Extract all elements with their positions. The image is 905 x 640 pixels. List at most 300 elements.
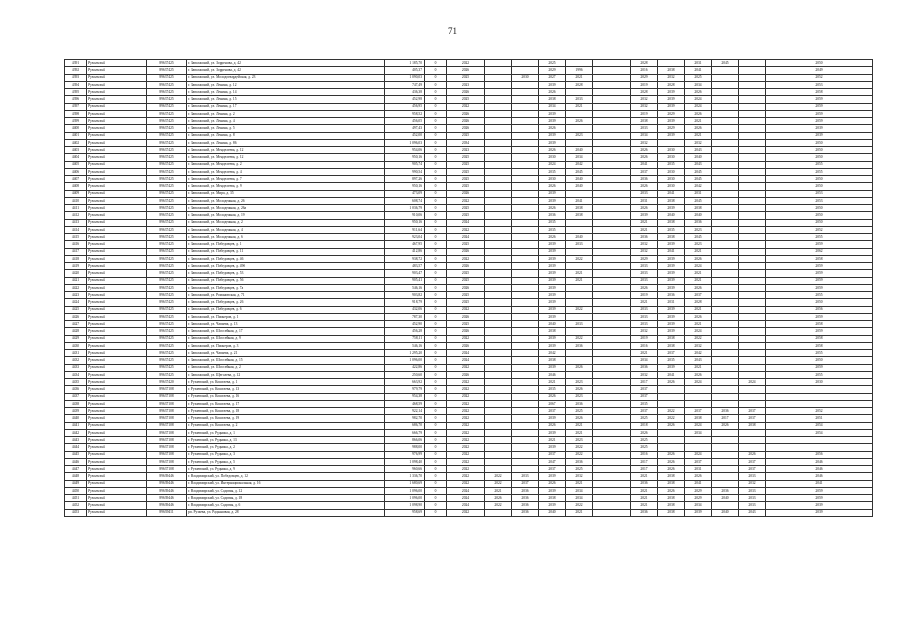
- table-row: [65, 487, 873, 494]
- table-cell: Рузаевский: [87, 284, 147, 291]
- table-cell: 2038: [658, 473, 685, 480]
- table-cell: [685, 393, 712, 400]
- table-cell: [512, 212, 539, 219]
- table-cell: 1 090,03: [385, 74, 425, 81]
- table-cell: 2029: [685, 495, 712, 502]
- table-cell: 0: [425, 197, 447, 204]
- table-cell: [512, 371, 539, 378]
- table-row: [65, 219, 873, 226]
- table-cell: [512, 103, 539, 110]
- table-cell: 2036: [512, 487, 539, 494]
- table-cell: [512, 248, 539, 255]
- table-cell: 2017: [712, 415, 739, 422]
- table-cell: [593, 357, 631, 364]
- table-cell: г. Заволжский, ул. Шоссейная, д. 2: [187, 364, 385, 371]
- table-cell: 2040: [566, 234, 593, 241]
- table-cell: [593, 429, 631, 436]
- table-cell: Рузаевский: [87, 67, 147, 74]
- table-cell: 2038: [658, 197, 685, 204]
- table-cell: 2030: [539, 176, 566, 183]
- table-cell: 497,43: [385, 125, 425, 132]
- table-cell: [566, 263, 593, 270]
- table-cell: 4402: [65, 139, 87, 146]
- table-cell: [485, 81, 512, 88]
- table-cell: 1 295,20: [385, 350, 425, 357]
- table-cell: 2039: [658, 364, 685, 371]
- table-cell: 456,05: [385, 118, 425, 125]
- table-cell: [512, 125, 539, 132]
- table-cell: [485, 205, 512, 212]
- table-cell: 2026: [447, 263, 485, 270]
- table-cell: 2026: [447, 284, 485, 291]
- table-cell: 2042: [539, 350, 566, 357]
- table-cell: Рузаевский: [87, 118, 147, 125]
- table-row: [65, 103, 873, 110]
- table-cell: 4393: [65, 74, 87, 81]
- table-cell: 405,37: [385, 67, 425, 74]
- table-row: [65, 429, 873, 436]
- table-cell: г. Заволжский, ул. Пионеров, д. 1: [187, 313, 385, 320]
- table-cell: [593, 263, 631, 270]
- table-cell: [485, 212, 512, 219]
- table-cell: [712, 168, 739, 175]
- table-cell: 958,52: [385, 110, 425, 117]
- table-cell: [485, 125, 512, 132]
- table-cell: 4403: [65, 147, 87, 154]
- table-cell: 0: [425, 415, 447, 422]
- table-cell: [712, 139, 739, 146]
- table-cell: 2039: [539, 81, 566, 88]
- table-cell: [739, 60, 766, 67]
- table-cell: [512, 335, 539, 342]
- table-cell: г. Заволжский, ул. Молодежная, д. 2: [187, 219, 385, 226]
- table-cell: 2025: [447, 241, 485, 248]
- table-cell: 2017: [631, 466, 658, 473]
- table-cell: [512, 168, 539, 175]
- table-cell: 950,16: [385, 154, 425, 161]
- table-cell: 2041: [685, 67, 712, 74]
- table-cell: 2027: [539, 74, 566, 81]
- table-cell: [566, 60, 593, 67]
- table-cell: 2038: [566, 212, 593, 219]
- table-cell: Рузаевский: [87, 197, 147, 204]
- table-cell: 2022: [447, 379, 485, 386]
- table-cell: [512, 415, 539, 422]
- table-cell: [593, 408, 631, 415]
- table-cell: [512, 429, 539, 436]
- table-cell: 2024: [685, 328, 712, 335]
- table-cell: 2038: [658, 342, 685, 349]
- table-cell: 2039: [658, 270, 685, 277]
- table-cell: 4450: [65, 487, 87, 494]
- table-cell: 4412: [65, 212, 87, 219]
- table-cell: [712, 255, 739, 262]
- table-row: [65, 437, 873, 444]
- table-cell: 2043: [685, 161, 712, 168]
- table-cell: 1 096,00: [385, 495, 425, 502]
- table-cell: г. Рузаевский, ул. Кошелева, д. 19: [187, 415, 385, 422]
- table-cell: 0: [425, 176, 447, 183]
- table-cell: 2025: [447, 183, 485, 190]
- table-cell: 2021: [631, 219, 658, 226]
- table-cell: 2022: [447, 415, 485, 422]
- table-cell: 2039: [658, 96, 685, 103]
- table-cell: 2017: [631, 458, 658, 465]
- table-cell: [712, 400, 739, 407]
- table-cell: 4446: [65, 458, 87, 465]
- table-cell: 2039: [658, 103, 685, 110]
- table-cell: [485, 161, 512, 168]
- table-cell: 2034: [631, 132, 658, 139]
- table-cell: 4438: [65, 400, 87, 407]
- table-cell: 2026: [485, 495, 512, 502]
- table-cell: 938,72: [385, 255, 425, 262]
- table-cell: [485, 451, 512, 458]
- table-cell: Рузаевский: [87, 429, 147, 436]
- table-cell: 903,82: [385, 292, 425, 299]
- table-cell: [712, 371, 739, 378]
- table-cell: [485, 168, 512, 175]
- table-cell: г. Заволжский, ул. Менделеева, д. 9: [187, 183, 385, 190]
- table-cell: 89637425: [147, 96, 187, 103]
- table-cell: 954,38: [385, 393, 425, 400]
- table-cell: [512, 350, 539, 357]
- table-row: [65, 350, 873, 357]
- table-cell: 2036: [566, 458, 593, 465]
- table-cell: 4404: [65, 154, 87, 161]
- table-cell: 2049: [766, 67, 873, 74]
- table-cell: 0: [425, 422, 447, 429]
- table-cell: [712, 299, 739, 306]
- table-cell: Рузаевский: [87, 458, 147, 465]
- table-cell: 2039: [539, 292, 566, 299]
- table-cell: 2050: [766, 212, 873, 219]
- table-cell: 0: [425, 248, 447, 255]
- table-cell: 2023: [447, 147, 485, 154]
- table-cell: [658, 429, 685, 436]
- table-cell: [512, 458, 539, 465]
- table-cell: 2022: [447, 335, 485, 342]
- table-cell: 2022: [447, 473, 485, 480]
- table-cell: 1 036,79: [385, 205, 425, 212]
- table-cell: 4453: [65, 509, 87, 516]
- table-cell: [485, 183, 512, 190]
- table-cell: 2023: [566, 132, 593, 139]
- table-cell: 2039: [539, 139, 566, 146]
- table-cell: [593, 444, 631, 451]
- table-cell: 89637108: [147, 415, 187, 422]
- table-cell: [739, 429, 766, 436]
- table-row: [65, 444, 873, 451]
- table-cell: 2039: [631, 212, 658, 219]
- table-cell: 452,90: [385, 321, 425, 328]
- table-cell: 412,86: [385, 248, 425, 255]
- table-cell: Рузаевский: [87, 241, 147, 248]
- table-cell: 2022: [447, 226, 485, 233]
- table-cell: 2051: [766, 415, 873, 422]
- table-cell: 89637425: [147, 226, 187, 233]
- table-cell: 2039: [539, 255, 566, 262]
- table-cell: [712, 147, 739, 154]
- table-cell: г. Заволжский, ул. Победовцев, д. 49б: [187, 263, 385, 270]
- table-cell: 2025: [631, 444, 658, 451]
- table-cell: 2039: [539, 429, 566, 436]
- table-cell: г. Рузаевский, ул. Кошелева, д. 17: [187, 400, 385, 407]
- table-cell: [658, 400, 685, 407]
- table-row: [65, 147, 873, 154]
- table-cell: [739, 255, 766, 262]
- table-cell: 2042: [685, 350, 712, 357]
- table-cell: [512, 183, 539, 190]
- table-cell: 2023: [685, 226, 712, 233]
- table-cell: [485, 277, 512, 284]
- table-cell: 910,06: [385, 212, 425, 219]
- table-cell: 2040: [658, 212, 685, 219]
- table-cell: 2059: [766, 364, 873, 371]
- table-cell: 2026: [539, 125, 566, 132]
- table-cell: 2021: [631, 299, 658, 306]
- table-cell: 0: [425, 313, 447, 320]
- table-cell: 0: [425, 400, 447, 407]
- table-cell: 0: [425, 241, 447, 248]
- table-cell: [739, 263, 766, 270]
- table-cell: 2022: [447, 451, 485, 458]
- table-cell: Рузаевский: [87, 168, 147, 175]
- table-cell: 2041: [658, 190, 685, 197]
- table-cell: 2042: [685, 183, 712, 190]
- table-cell: 2025: [447, 74, 485, 81]
- table-cell: 2022: [447, 400, 485, 407]
- table-cell: [593, 81, 631, 88]
- table-cell: [593, 248, 631, 255]
- table-cell: 2022: [658, 408, 685, 415]
- table-cell: 473,09: [385, 190, 425, 197]
- table-cell: 2035: [631, 400, 658, 407]
- table-cell: 4417: [65, 248, 87, 255]
- table-cell: 2037: [539, 408, 566, 415]
- table-cell: 0: [425, 89, 447, 96]
- table-cell: г. Заволжский, ул. Зорренова, д. 42: [187, 67, 385, 74]
- table-cell: [512, 118, 539, 125]
- table-cell: [485, 299, 512, 306]
- table-cell: [739, 299, 766, 306]
- table-cell: 2055: [766, 234, 873, 241]
- table-cell: [593, 270, 631, 277]
- table-cell: 2059: [766, 313, 873, 320]
- table-cell: [512, 422, 539, 429]
- table-cell: 89637108: [147, 458, 187, 465]
- table-cell: 2026: [447, 248, 485, 255]
- table-cell: 4392: [65, 67, 87, 74]
- table-row: [65, 60, 873, 67]
- table-cell: 2034: [685, 502, 712, 509]
- table-cell: Рузаевский: [87, 487, 147, 494]
- table-cell: Рузаевский: [87, 132, 147, 139]
- table-cell: 89637425: [147, 335, 187, 342]
- table-cell: 2050: [766, 139, 873, 146]
- table-cell: [485, 147, 512, 154]
- table-cell: [485, 226, 512, 233]
- table-cell: [593, 422, 631, 429]
- table-cell: [593, 480, 631, 487]
- table-cell: 2035: [658, 357, 685, 364]
- table-cell: 2026: [631, 205, 658, 212]
- table-cell: [739, 364, 766, 371]
- table-cell: 2025: [447, 321, 485, 328]
- table-cell: г. Рузаевский, ул. Рудника, д. 3: [187, 451, 385, 458]
- table-cell: [485, 335, 512, 342]
- table-cell: [593, 197, 631, 204]
- table-cell: 2030: [658, 176, 685, 183]
- table-cell: [766, 386, 873, 393]
- table-cell: 4436: [65, 386, 87, 393]
- table-cell: 0: [425, 168, 447, 175]
- table-cell: 2059: [766, 495, 873, 502]
- table-cell: 2038: [539, 357, 566, 364]
- table-cell: 89637425: [147, 219, 187, 226]
- table-cell: 89637425: [147, 89, 187, 96]
- table-cell: 2025: [631, 415, 658, 422]
- table-cell: 2050: [766, 147, 873, 154]
- table-cell: 0: [425, 393, 447, 400]
- table-cell: 2036: [512, 502, 539, 509]
- table-cell: 2041: [658, 371, 685, 378]
- table-cell: 2029: [658, 125, 685, 132]
- table-cell: Рузаевский: [87, 422, 147, 429]
- table-row: [65, 263, 873, 270]
- table-cell: г. Заволжский, ул. Победовцев, д. 26: [187, 299, 385, 306]
- table-cell: 2033: [631, 313, 658, 320]
- table-cell: 2022: [566, 335, 593, 342]
- table-cell: Рузаевский: [87, 415, 147, 422]
- table-cell: 2037: [631, 393, 658, 400]
- table-cell: [593, 190, 631, 197]
- table-cell: [566, 284, 593, 291]
- table-cell: г. Заволжский, ул. Молодежная, д. 19: [187, 212, 385, 219]
- table-cell: 2030: [658, 154, 685, 161]
- table-cell: 0: [425, 255, 447, 262]
- table-cell: 4447: [65, 466, 87, 473]
- table-cell: [566, 226, 593, 233]
- table-cell: 2022: [447, 422, 485, 429]
- table-cell: г. Заволжский, ул. Победовцев, д. 1: [187, 241, 385, 248]
- table-cell: [512, 328, 539, 335]
- table-cell: [512, 176, 539, 183]
- table-cell: 2058: [766, 255, 873, 262]
- table-cell: 2034: [566, 495, 593, 502]
- table-cell: [712, 350, 739, 357]
- table-cell: 4432: [65, 357, 87, 364]
- table-cell: 663,92: [385, 379, 425, 386]
- table-cell: 0: [425, 321, 447, 328]
- table-cell: [485, 255, 512, 262]
- table-cell: Рузаевский: [87, 495, 147, 502]
- table-cell: [485, 379, 512, 386]
- table-cell: 0: [425, 444, 447, 451]
- table-cell: 546,16: [385, 284, 425, 291]
- table-cell: [739, 190, 766, 197]
- table-cell: 2034: [566, 154, 593, 161]
- table-cell: [739, 371, 766, 378]
- houses-table: [64, 59, 873, 517]
- table-cell: 2059: [766, 118, 873, 125]
- table-cell: 4437: [65, 393, 87, 400]
- table-cell: [485, 371, 512, 378]
- table-cell: 2039: [766, 509, 873, 516]
- table-cell: 2039: [658, 263, 685, 270]
- table-cell: 89637425: [147, 110, 187, 117]
- table-cell: 2022: [447, 393, 485, 400]
- table-cell: 4399: [65, 118, 87, 125]
- table-cell: 2032: [631, 96, 658, 103]
- table-row: [65, 125, 873, 132]
- table-cell: 2026: [658, 458, 685, 465]
- table-cell: 0: [425, 226, 447, 233]
- table-cell: [739, 357, 766, 364]
- table-cell: Рузаевский: [87, 139, 147, 146]
- table-cell: 4395: [65, 89, 87, 96]
- table-cell: [512, 110, 539, 117]
- table-cell: 2026: [539, 422, 566, 429]
- table-cell: [712, 306, 739, 313]
- table-row: [65, 270, 873, 277]
- table-cell: 2052: [766, 408, 873, 415]
- table-cell: Рузаевский: [87, 379, 147, 386]
- table-cell: 2021: [631, 495, 658, 502]
- table-cell: 89637425: [147, 168, 187, 175]
- table-cell: 2059: [766, 277, 873, 284]
- table-cell: 2021: [566, 480, 593, 487]
- table-cell: 2026: [447, 313, 485, 320]
- table-cell: 4439: [65, 408, 87, 415]
- table-cell: 2039: [658, 321, 685, 328]
- table-cell: [485, 328, 512, 335]
- table-cell: [685, 400, 712, 407]
- table-cell: [512, 161, 539, 168]
- table-cell: 4420: [65, 270, 87, 277]
- table-row: [65, 364, 873, 371]
- table-cell: г. Заволжский, ул. Менделеева, д. 4: [187, 168, 385, 175]
- table-cell: [739, 205, 766, 212]
- table-cell: [512, 139, 539, 146]
- table-cell: [712, 328, 739, 335]
- table-cell: 2050: [766, 357, 873, 364]
- table-cell: 2029: [685, 487, 712, 494]
- table-cell: [512, 234, 539, 241]
- table-row: [65, 205, 873, 212]
- table-cell: Рузаевский: [87, 263, 147, 270]
- table-cell: [766, 400, 873, 407]
- table-cell: Рузаевский: [87, 161, 147, 168]
- table-cell: [485, 400, 512, 407]
- table-cell: 2036: [512, 509, 539, 516]
- table-cell: 1 098,90: [385, 502, 425, 509]
- table-cell: [739, 197, 766, 204]
- table-row: [65, 335, 873, 342]
- table-cell: 0: [425, 161, 447, 168]
- table-cell: 4396: [65, 96, 87, 103]
- table-cell: 2025: [447, 161, 485, 168]
- table-cell: г. Заволжский, ул. Пионеров, д. 3: [187, 342, 385, 349]
- table-cell: 4435: [65, 379, 87, 386]
- table-cell: 4434: [65, 371, 87, 378]
- table-row: [65, 190, 873, 197]
- table-cell: [485, 415, 512, 422]
- table-cell: 2038: [658, 502, 685, 509]
- table-cell: 2023: [685, 241, 712, 248]
- table-cell: 2022: [447, 255, 485, 262]
- table-row: [65, 415, 873, 422]
